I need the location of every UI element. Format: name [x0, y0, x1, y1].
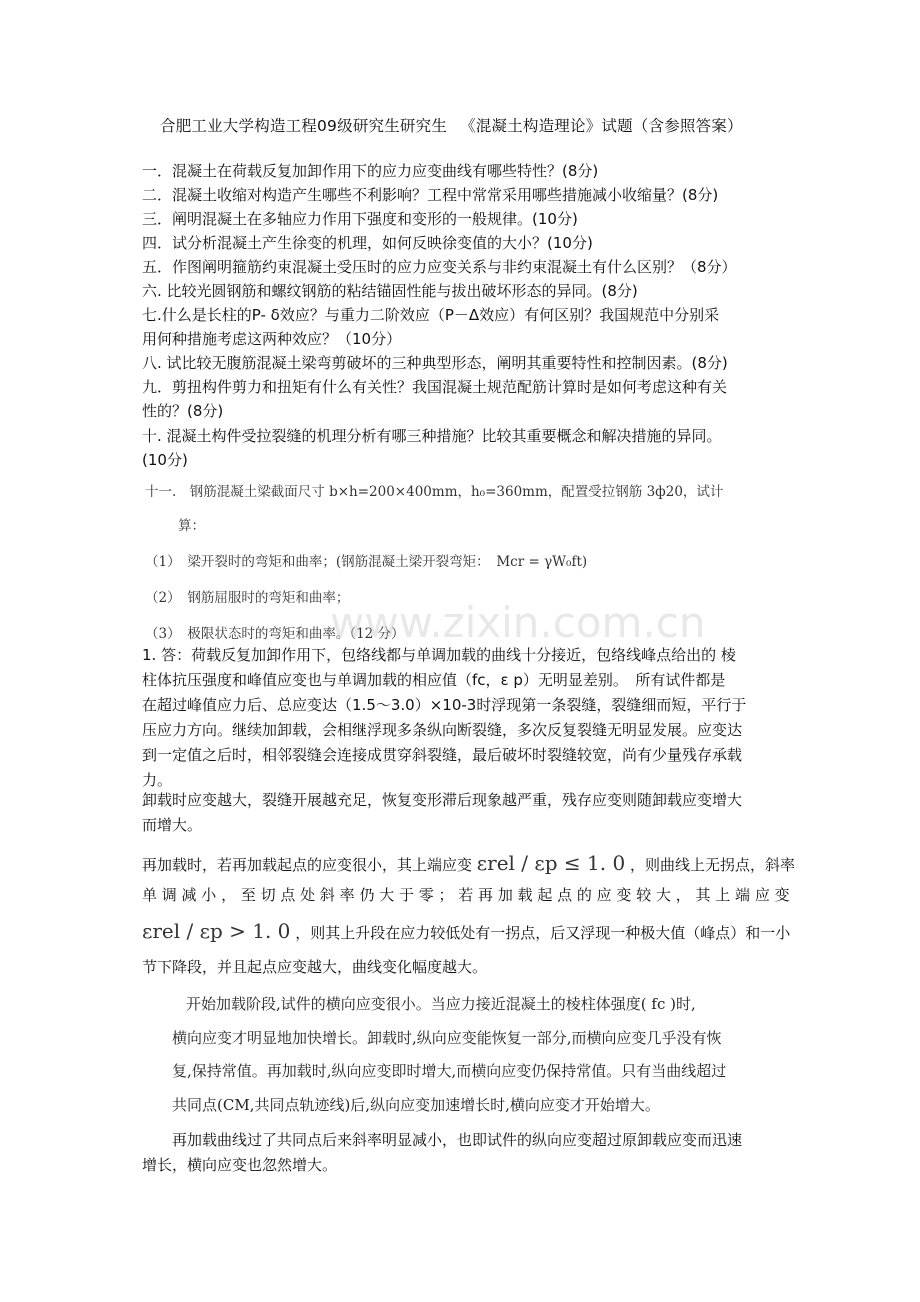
question-4: 四．试分析混凝土产生徐变的机理，如何反映徐变值的大小？(10分) [142, 234, 593, 252]
question-11-line1: 十一. 钢筋混凝土梁截面尺寸 b×h=200×400mm，h₀=360mm，配置受拉钢筋 3ф20，试计 [145, 484, 724, 500]
question-11-item1: （1） 梁开裂时的弯矩和曲率；(钢筋混凝土梁开裂弯矩： Mcr = γW₀ft) [145, 554, 588, 570]
question-1: 一．混凝土在荷载反复加卸作用下的应力应变曲线有哪些特性？(8分) [142, 162, 599, 180]
question-5: 五．作图阐明箍筋约束混凝土受压时的应力应变关系与非约束混凝土有什么区别？（8分） [142, 258, 737, 276]
question-11-line2: 算： [178, 518, 205, 534]
answer-1: 1. 答：荷载反复加卸作用下，包络线都与单调加载的曲线十分接近，包络线峰点给出的 棱 柱体抗压强度和峰值应变也与单调加载的相应值（fc，ε p）无明显差别。 所有试件都是 在超过峰值应力后、总应变达（1.5～3.0）×10-3时浮现第一条裂缝，裂缝细而短，平行于 压应力方向。继续加卸载，会相继浮现多条纵向断裂缝，多次反复裂缝无明显发展。应变达 到一定值之后时，相邻裂缝会连接成贯穿斜裂缝，最后破坏时裂缝较宽，尚有少量残存承载 力。 [142, 646, 747, 789]
reload-paragraph: 再加载时，若再加载起点的应变很小，其上端应变 εrel / εp ≤ 1. 0 ，则曲线上无拐点，斜率 [142, 851, 796, 875]
strain-ratio-formula-gt: εrel / εp > 1. 0 [142, 919, 291, 943]
reload-line-4: 节下降段，并且起点应变越大，曲线变化幅度越大。 [142, 958, 488, 976]
question-7: 七.什么是长柱的P- δ效应？与重力二阶效应（P－Δ效应）有何区别？我国规范中分别采 用何种措施考虑这两种效应？（10分） [142, 306, 720, 348]
question-3: 三．阐明混凝土在多轴应力作用下强度和变形的一般规律。(10分) [142, 210, 578, 228]
answer-2: 卸载时应变越大，裂缝开展越充足，恢复变形滞后现象越严重，残存应变则随卸载应变增大 而增大。 [142, 791, 743, 834]
reload-line-2: 单 调 减 小 ， 至 切 点 处 斜 率 仍 大 于 零 ； 若 再 加 载 起 点 的 应 变 较 大 ， 其 上 端 应 变 [142, 886, 790, 904]
watermark: www.zixin.com.cn [330, 598, 706, 647]
question-8: 八. 试比较无腹筋混凝土梁弯剪破坏的三种典型形态，阐明其重要特性和控制因素。(8分) [142, 354, 728, 372]
scanned-book-excerpt: 开始加载阶段,试件的横向应变很小。当应力接近混凝土的棱柱体强度( fc )时, 横向应变才明显地加快增长。卸载时,纵向应变能恢复一部分,而横向应变几乎没有恢 复,保持常值。再加载时,纵向应变即时增大,而横向应变仍保持常值。只有当曲线超过 共同点(CM,共同点轨迹线)后,纵向应变加速增长时,横向应变才开始增大。 [172, 995, 727, 1114]
page-title: 合肥工业大学构造工程09级研究生研究生 《混凝土构造理论》试题（含参照答案） [160, 117, 743, 135]
question-10: 十. 混凝土构件受拉裂缝的机理分析有哪三种措施？比较其重要概念和解决措施的异同。 (10分) [142, 427, 722, 469]
question-11-item2: （2） 钢筋屈服时的弯矩和曲率； [145, 590, 350, 606]
question-9: 九．剪扭构件剪力和扭矩有什么有关性？我国混凝土规范配筋计算时是如何考虑这种有关 性的？(8分) [142, 378, 728, 420]
question-6: 六. 比较光圆钢筋和螺纹钢筋的粘结锚固性能与拔出破坏形态的异同。(8分) [142, 282, 638, 300]
question-11-item3: （3） 极限状态时的弯矩和曲率。（12 分） [145, 626, 405, 642]
final-paragraph: 再加载曲线过了共同点后来斜率明显减小，也即试件的纵向应变超过原卸载应变而迅速 增长，横向应变也忽然增大。 [142, 1131, 743, 1174]
strain-ratio-formula-le: εrel / εp ≤ 1. 0 [476, 851, 626, 875]
question-2: 二．混凝土收缩对构造产生哪些不利影响？工程中常常采用哪些措施减小收缩量？(8分) [142, 186, 719, 204]
reload-line-3: εrel / εp > 1. 0 ，则其上升段在应力较低处有一拐点，后又浮现一种极大值（峰点）和一小 [142, 919, 791, 943]
